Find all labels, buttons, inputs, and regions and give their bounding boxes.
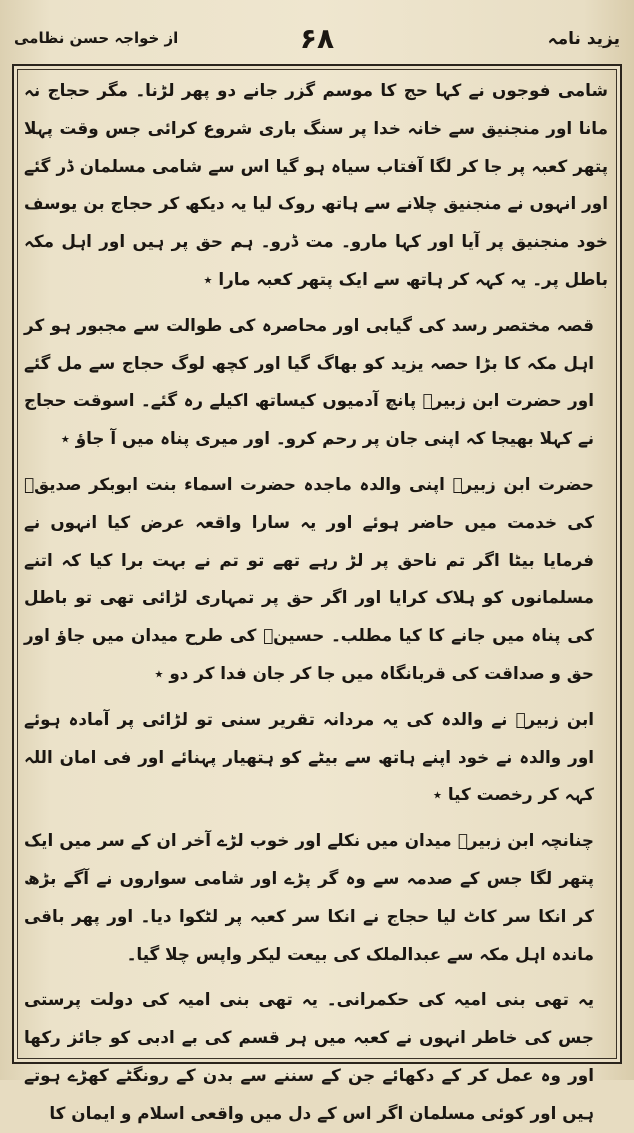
paragraph: یہ تھی بنی امیہ کی حکمرانی۔ یہ تھی بنی امیہ کی دولت پرستی جس کی خاطر انہوں نے کعبہ میں ہر قسم کی بے ادبی کو جائز رکھا اور وہ عمل کر کے دکھائے جن کے سننے سے بدن کے رونگٹے کھڑے ہوتے ہیں اور کوئی مسلمان اگر اس کے دل میں واقعی اسلام و ایمان کا bbox=[24, 989, 594, 1123]
page-number: ۶۸ bbox=[299, 21, 335, 55]
book-title: یزید نامہ bbox=[547, 28, 620, 49]
paragraph: قصہ مختصر رسد کی گیابی اور محاصرہ کی طوالت سے مجبور ہو کر اہل مکہ کا بڑا حصہ یزید کو بھاگ گیا اور کچھ لوگ حجاج سے مل گئے اور حضرت ابن زبیرؓ پانچ آدمیوں کیساتھ اکیلے رہ گئے۔ اسوقت حجاج نے کہلا بھیجا کہ اپنی جان پر رحم کرو۔ اور میری پناہ میں آ جاؤ ٭ bbox=[24, 314, 594, 449]
page-body bbox=[24, 72, 608, 1123]
page-header bbox=[14, 8, 620, 68]
paragraph: ابن زبیرؓ نے والدہ کی یہ مردانہ تقریر سنی تو لڑائی پر آمادہ ہوئے اور والدہ نے خود اپنے ہاتھ سے بیٹے کو ہتھیار پہنائے اور فی امان اللہ کہہ کر رخصت کیا ٭ bbox=[24, 708, 594, 805]
paragraph: حضرت ابن زبیرؓ اپنی والدہ ماجدہ حضرت اسماء بنت ابوبکر صدیقؓ کی خدمت میں حاضر ہوئے اور یہ سارا واقعہ عرض کیا انہوں نے فرمایا بیٹا اگر تم ناحق پر لڑ رہے تھے تو تم نے بہت برا کیا کہ اتنے مسلمانوں کو ہلاک کرایا اور اگر حق پر تمہاری لڑائی تھی تو باطل کی پناہ میں جانے کا کیا مطلب۔ حسینؓ کی طرح میدان میں جاؤ اور حق و صداقت کی قربانگاہ میں جا کر جان فدا کر دو ٭ bbox=[24, 473, 594, 683]
paragraph: چنانچہ ابن زبیرؓ میدان میں نکلے اور خوب لڑے آخر ان کے سر میں ایک پتھر لگا جس کے صدمہ سے وہ گر پڑے اور شامی سواروں نے آگے بڑھ کر انکا سر کاٹ لیا حجاج نے انکا سر کعبہ پر لٹکوا دیا۔ اور پھر باقی ماندہ اہل مکہ سے عبدالملک کی بیعت لیکر واپس چلا گیا۔ bbox=[24, 830, 594, 964]
paragraph: شامی فوجوں نے کہا حج کا موسم گزر جانے دو پھر لڑنا۔ مگر حجاج نہ مانا اور منجنیق سے خانہ خدا پر سنگ باری شروع کرائی جس وقت پہلا پتھر کعبہ پر جا کر لگا آفتاب سیاہ ہو گیا اس سے شامی مسلمان ڈر گئے اور انہوں نے منجنیق چلانے سے ہاتھ روک لیا یہ دیکھ کر حجاج بن یوسف خود منجنیق پر آیا اور کہا مارو۔ مت ڈرو۔ ہم حق پر ہیں اور اہل مکہ باطل پر۔ یہ کہہ کر ہاتھ سے ایک پتھر کعبہ مارا ٭ bbox=[24, 80, 608, 289]
author-name: از خواجہ حسن نظامی bbox=[14, 29, 179, 47]
